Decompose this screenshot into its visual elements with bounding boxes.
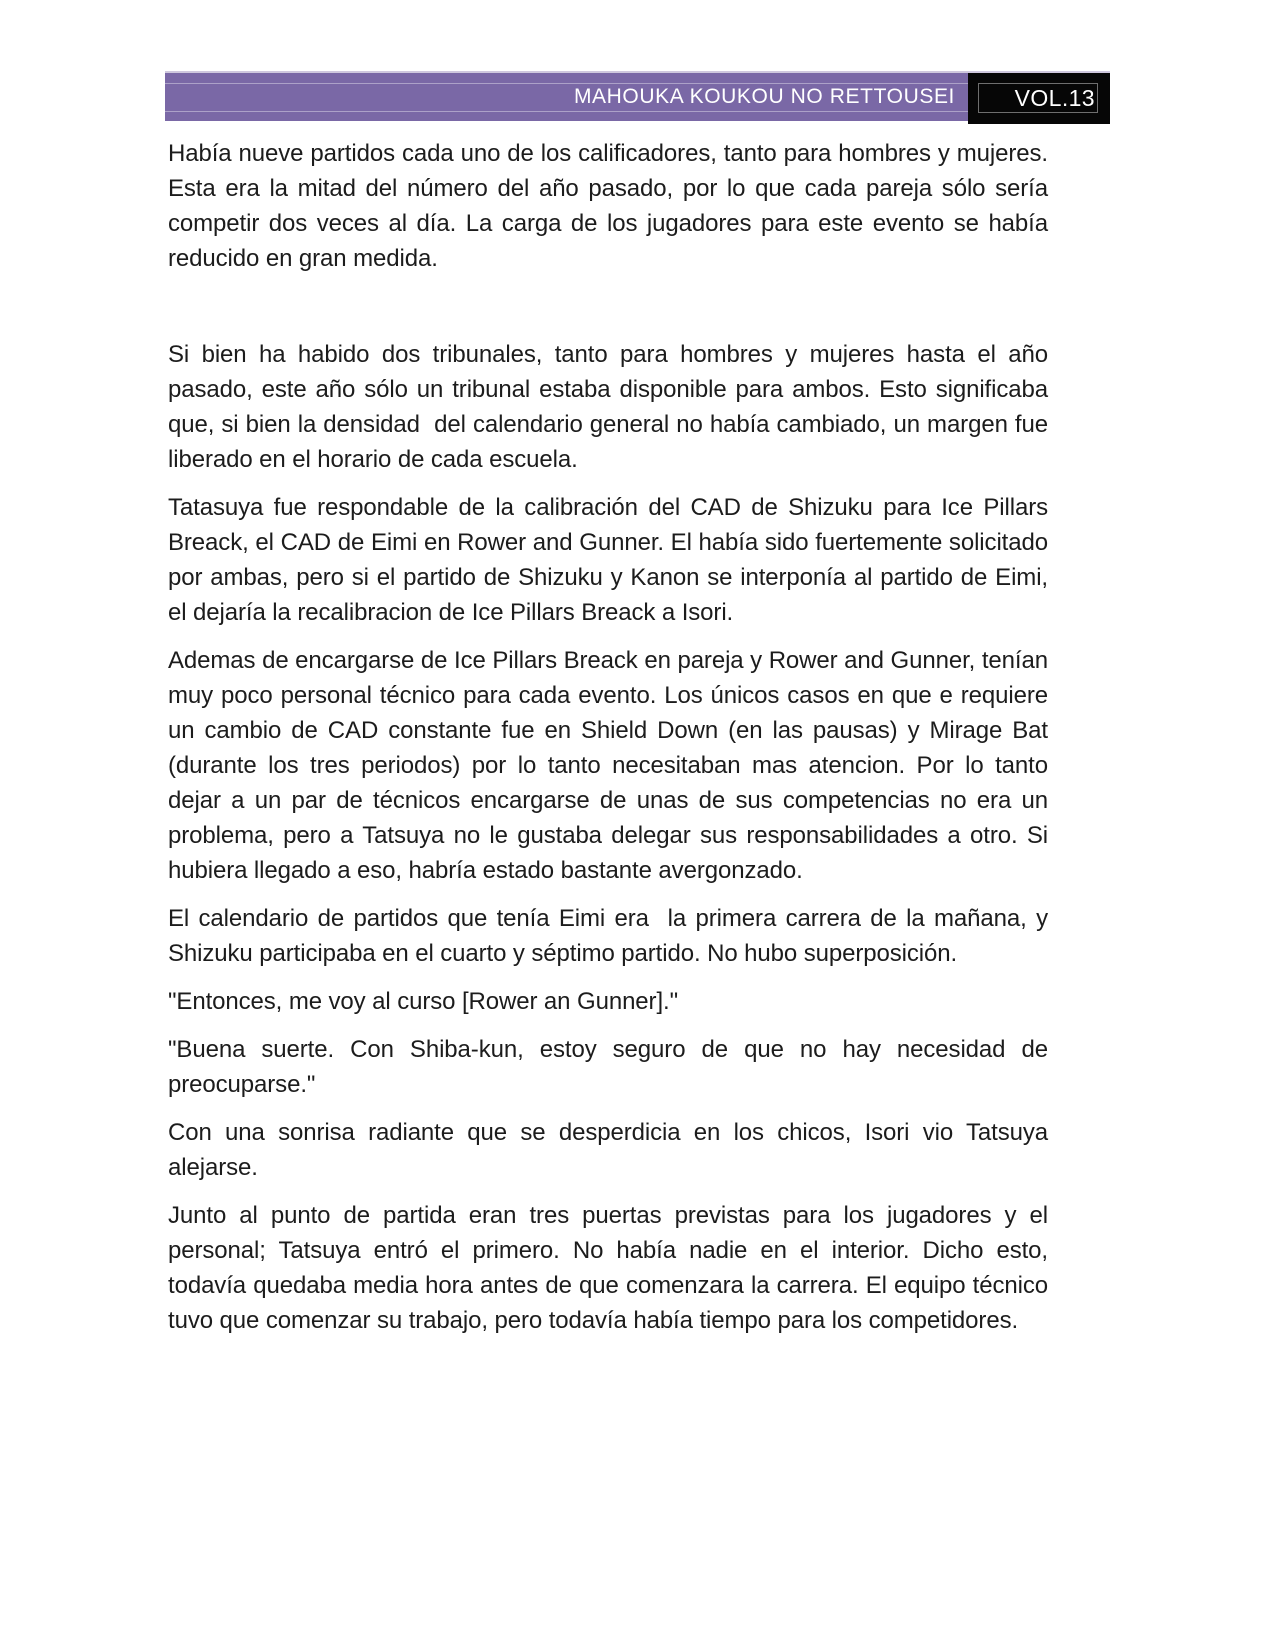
- paragraph: Tatasuya fue respondable de la calibración del CAD de Shizuku para Ice Pillars Breack, el CAD de Eimi en Rower and Gunner. El había sido fuertemente solicitado por ambas, pero si el partido de Shizuku y Kanon se interponía al partido de Eimi, el dejaría la recalibracion de Ice Pillars Breack a Isori.: [168, 494, 1055, 626]
- header-title-cell: [165, 73, 968, 121]
- paragraph: [168, 289, 1048, 324]
- volume-label: VOL.13: [1014, 85, 1095, 111]
- paragraph: Ademas de encargarse de Ice Pillars Breack en pareja y Rower and Gunner, tenían muy poco personal técnico para cada evento. Los únicos casos en que e requiere un cambio de CAD constante fue en Shield Down (en las pausas) y Mirage Bat (durante los tres periodos) por lo tanto necesitaban mas atencion. Por lo tanto dejar a un par de técnicos encargarse de unas de sus competencias no era un problema, pero a Tatsuya no le gustaba delegar sus responsabilidades a otro. Si hubiera llegado a eso, habría estado bastante avergonzado.: [168, 647, 1055, 884]
- header-volume-cell: [968, 73, 1110, 124]
- paragraph: Con una sonrisa radiante que se desperdicia en los chicos, Isori vio Tatsuya alejarse.: [168, 1119, 1055, 1181]
- page-header: [165, 71, 1110, 124]
- paragraph: "Buena suerte. Con Shiba-kun, estoy seguro de que no hay necesidad de preocuparse.": [168, 1036, 1055, 1098]
- paragraph: Junto al punto de partida eran tres puertas previstas para los jugadores y el personal; Tatsuya entró el primero. No había nadie en el interior. Dicho esto, todavía quedaba media hora antes de que comenzara la carrera. El equipo técnico tuvo que comenzar su trabajo, pero todavía había tiempo para los competidores.: [168, 1202, 1055, 1334]
- paragraph: "Entonces, me voy al curso [Rower an Gunner].": [168, 988, 679, 1015]
- paragraph: El calendario de partidos que tenía Eimi era la primera carrera de la mañana, y Shizuku participaba en el cuarto y séptimo partido. No hubo superposición.: [168, 905, 1055, 967]
- document-title: MAHOUKA KOUKOU NO RETTOUSEI: [573, 85, 955, 108]
- paragraph: Había nueve partidos cada uno de los calificadores, tanto para hombres y mujeres. Esta era la mitad del número del año pasado, por lo que cada pareja sólo sería competir dos veces al día. La carga de los jugadores para este evento se había reducido en gran medida.: [168, 140, 1055, 272]
- body-paragraphs: [168, 136, 1055, 1351]
- paragraph: Si bien ha habido dos tribunales, tanto para hombres y mujeres hasta el año pasado, este año sólo un tribunal estaba disponible para ambos. Esto significaba que, si bien la densidad del calendario general no había cambiado, un margen fue liberado en el horario de cada escuela.: [168, 341, 1055, 473]
